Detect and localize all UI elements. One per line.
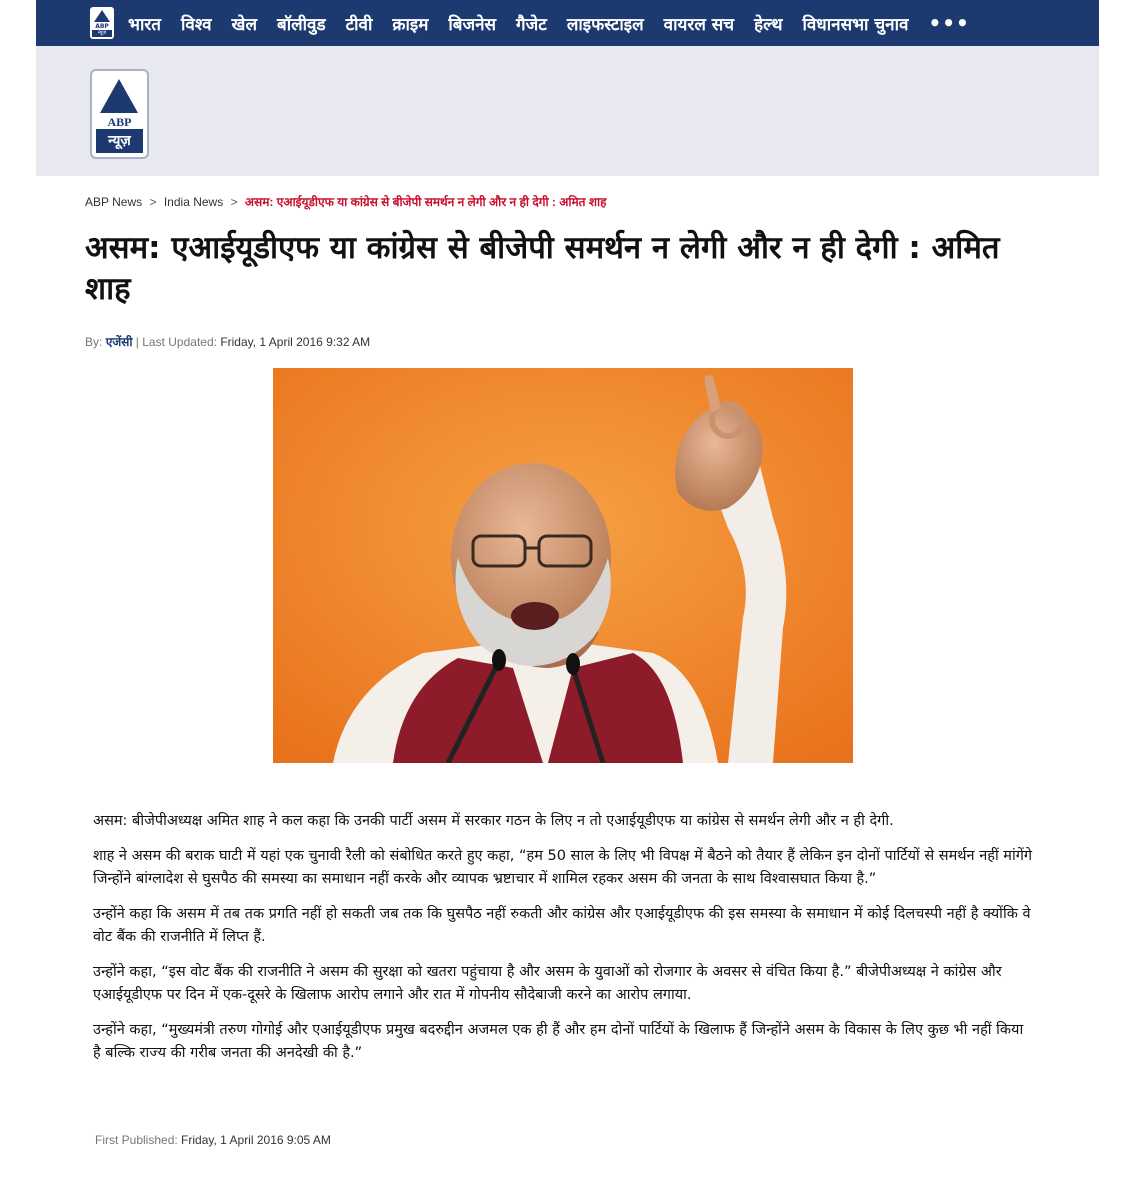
logo-abp-text: ABP [95,23,109,30]
article-paragraph: असम: बीजेपीअध्यक्ष अमित शाह ने कल कहा कि उनकी पार्टी असम में सरकार गठन के लिए न तो एआईयूडीएफ या कांग्रेस से समर्थन लेगी और न ही देगी. [93,813,894,829]
logo-triangle-icon [94,10,110,22]
breadcrumb [85,193,607,210]
nav-item-khel[interactable]: खेल [231,14,257,35]
first-published-date: Friday, 1 April 2016 9:05 AM [181,1133,331,1147]
nav-item-lifestyle[interactable]: लाइफस्टाइल [566,14,644,35]
page [36,0,1099,176]
breadcrumb-section[interactable]: India News [163,195,224,209]
brand-news-text: न्यूज़ [96,129,143,153]
by-label: By: [85,335,103,349]
article-paragraph: उन्होंने कहा, “मुख्यमंत्री तरुण गोगोई और एआईयूडीएफ प्रमुख बदरुद्दीन अजमल एक ही हैं और हम दोनों पार्टियों के खिलाफ हैं जिन्होंने असम के विकास के लिए कुछ भी नहीं किया है बल्कि राज्य की गरीब जनता की अनदेखी की है.” [93,1022,1024,1061]
speaker-photo-illustration [273,368,853,763]
article-paragraph: शाह ने असम की बराक घाटी में यहां एक चुनावी रैली को संबोधित करते हुए कहा, “हम 50 साल के लिए भी विपक्ष में बैठने को तैयार हैं लेकिन इन दोनों पार्टियों से समर्थन नहीं मांगेंगे जिन्होंने बांग्लादेश से घुसपैठ की समस्या का समाधान नहीं करके और व्यापक भ्रष्टाचार में शामिल रहकर असम की जनता के साथ विश्वासघात किया है.” [93,848,1033,887]
author-link[interactable]: एजेंसी [105,335,133,349]
nav-item-vishwa[interactable]: विश्व [181,14,212,35]
nav-item-health[interactable]: हेल्थ [754,14,783,35]
article-paragraph: उन्होंने कहा, “इस वोट बैंक की राजनीति ने असम की सुरक्षा को खतरा पहुंचाया है और असम के युवाओं को रोजगार के अवसर से वंचित किया है.” बीजेपीअध्यक्ष ने कांग्रेस और एआईयूडीएफ पर दिन में एक-दूसरे के खिलाफ आरोप लगाने और रात में गोपनीय सौदेबाजी करने का आरोप लगाया. [93,964,1002,1003]
updated-label: | Last Updated: [135,335,217,349]
nav-menu [128,0,970,46]
first-published [95,1133,331,1147]
breadcrumb-current: असम: एआईयूडीएफ या कांग्रेस से बीजेपी समर्थन न लेगी और न ही देगी : अमित शाह [244,195,607,209]
hero-image [273,368,853,763]
header-banner [36,46,1099,176]
breadcrumb-separator: > [230,195,238,209]
nav-item-bharat[interactable]: भारत [128,14,161,35]
nav-item-bollywood[interactable]: बॉलीवुड [276,14,326,35]
breadcrumb-home[interactable]: ABP News [85,195,143,209]
brand-triangle-icon [100,79,138,113]
updated-date: Friday, 1 April 2016 9:32 AM [220,335,371,349]
logo-news-text: न्यूज़ [92,30,112,37]
breadcrumb-separator: > [149,195,157,209]
abp-news-logo[interactable] [90,69,149,159]
article-title: असम: एआईयूडीएफ या कांग्रेस से बीजेपी समर्थन न लेगी और न ही देगी : अमित शाह [85,230,1000,307]
more-menu-icon[interactable]: ••• [928,11,970,35]
top-navigation-bar [36,0,1099,46]
nav-item-election[interactable]: विधानसभा चुनाव [802,14,909,35]
first-published-label: First Published: [95,1133,178,1147]
nav-item-gadget[interactable]: गैजेट [516,14,547,35]
abp-news-small-logo[interactable] [90,7,114,39]
nav-item-business[interactable]: बिजनेस [448,14,497,35]
nav-item-crime[interactable]: क्राइम [392,14,429,35]
article-body [93,810,1033,1077]
nav-item-viral-sach[interactable]: वायरल सच [663,14,735,35]
brand-abp-text: ABP [107,115,132,129]
article-paragraph: उन्होंने कहा कि असम में तब तक प्रगति नहीं हो सकती जब तक कि घुसपैठ नहीं रुकती और कांग्रेस और एआईयूडीएफ की इस समस्या के समाधान में कोई दिलचस्पी नहीं है क्योंकि वे वोट बैंक की राजनीति में लिप्त हैं. [93,906,1031,945]
article-meta [85,333,370,350]
nav-item-tv[interactable]: टीवी [345,14,373,35]
